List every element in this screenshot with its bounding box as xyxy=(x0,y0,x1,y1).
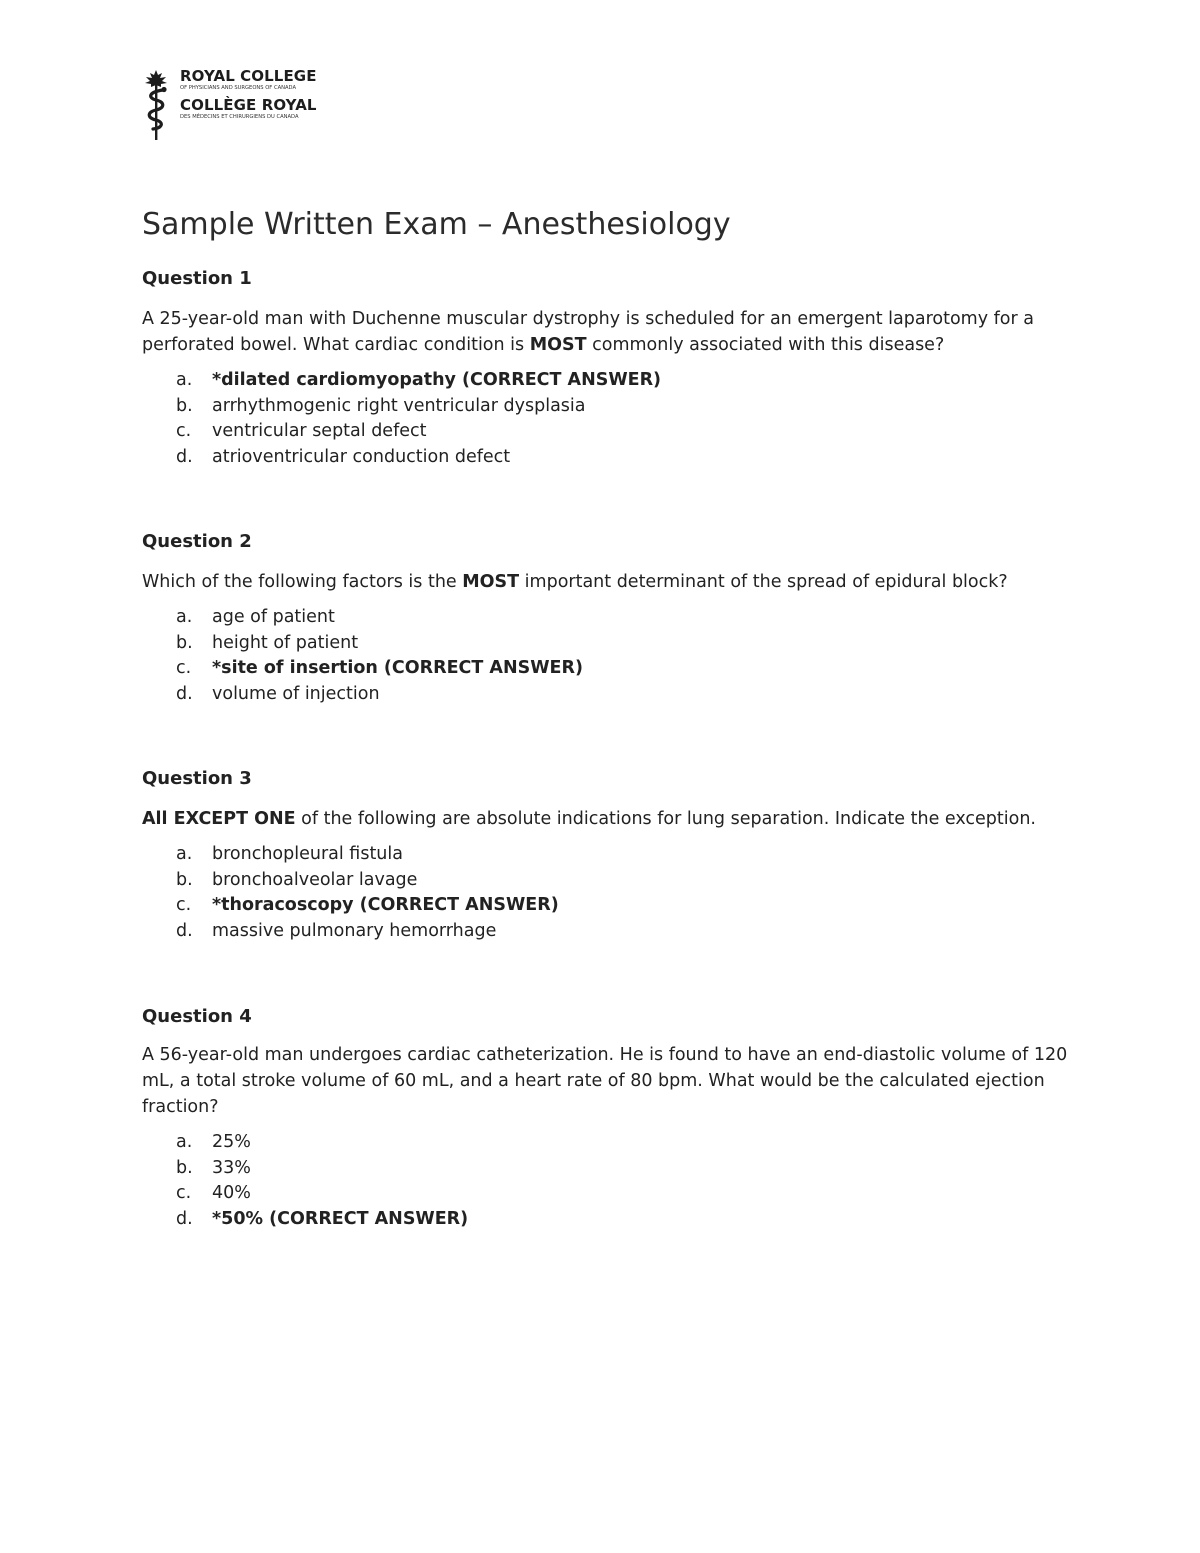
option-a xyxy=(142,1130,1072,1156)
stem-emphasis: MOST xyxy=(462,572,520,592)
option-c xyxy=(142,1181,1072,1207)
question-2 xyxy=(142,531,1072,707)
question-stem xyxy=(142,1042,1072,1120)
option-letter: a. xyxy=(176,370,193,390)
option-d xyxy=(142,682,1072,708)
option-text: *thoracoscopy (CORRECT ANSWER) xyxy=(212,895,559,915)
option-text: 33% xyxy=(212,1157,251,1178)
question-heading: Question 3 xyxy=(142,768,252,789)
option-text: 40% xyxy=(212,1183,251,1203)
option-letter: a. xyxy=(176,1132,193,1152)
logo-subline-english: OF PHYSICIANS AND SURGEONS OF CANADA xyxy=(180,85,296,91)
option-text: height of patient xyxy=(212,632,359,653)
answer-options xyxy=(142,842,1072,944)
option-b xyxy=(142,868,1072,894)
option-b xyxy=(142,394,1072,420)
logo-wordmark xyxy=(180,68,330,126)
option-letter: c. xyxy=(176,895,192,915)
answer-options xyxy=(142,605,1072,707)
option-letter: d. xyxy=(176,1208,193,1229)
stem-text: A 25-year-old man with Duchenne muscular dystrophy is scheduled for an emergent laparotomy for a perforated bowel. What cardiac condition is xyxy=(142,309,1034,355)
question-heading: Question 1 xyxy=(142,268,252,289)
question-1 xyxy=(142,268,1072,470)
option-d xyxy=(142,1207,1072,1233)
stem-text: important determinant of the spread of epidural block? xyxy=(519,572,1008,592)
document-title: Sample Written Exam – Anesthesiology xyxy=(142,207,731,242)
stem-text: of the following are absolute indications for lung separation. Indicate the exception. xyxy=(295,809,1036,829)
question-heading: Question 2 xyxy=(142,531,252,552)
option-letter: d. xyxy=(176,920,193,941)
stem-emphasis: MOST xyxy=(529,335,587,355)
option-letter: c. xyxy=(176,421,192,441)
option-letter: a. xyxy=(176,607,193,627)
option-letter: b. xyxy=(176,869,193,890)
question-stem xyxy=(142,306,1072,358)
stem-text: Which of the following factors is the xyxy=(142,572,463,592)
option-text: massive pulmonary hemorrhage xyxy=(212,920,497,941)
option-c xyxy=(142,893,1072,919)
logo-line-english: ROYAL COLLEGE xyxy=(180,67,317,85)
question-stem xyxy=(142,569,1072,595)
option-c xyxy=(142,419,1072,445)
option-text: *dilated cardiomyopathy (CORRECT ANSWER) xyxy=(212,370,662,390)
option-text: 25% xyxy=(212,1132,251,1152)
stem-text: commonly associated with this disease? xyxy=(586,335,945,355)
option-a xyxy=(142,368,1072,394)
option-text: ventricular septal defect xyxy=(212,421,427,441)
option-c xyxy=(142,656,1072,682)
stem-text: A 56-year-old man undergoes cardiac catheterization. He is found to have an end-diastolic volume of 120 mL, a total stroke volume of 60 mL, and a heart rate of 80 bpm. What would be the calculated ejection fraction? xyxy=(142,1045,1068,1117)
option-text: volume of injection xyxy=(212,683,380,704)
option-letter: d. xyxy=(176,683,193,704)
question-stem xyxy=(142,806,1072,832)
option-text: age of patient xyxy=(212,607,335,627)
option-letter: b. xyxy=(176,632,193,653)
royal-college-logo xyxy=(140,68,330,142)
option-b xyxy=(142,631,1072,657)
option-a xyxy=(142,842,1072,868)
option-d xyxy=(142,445,1072,471)
question-heading: Question 4 xyxy=(142,1006,252,1027)
option-text: *site of insertion (CORRECT ANSWER) xyxy=(212,658,583,678)
option-b xyxy=(142,1156,1072,1182)
option-letter: d. xyxy=(176,446,193,467)
answer-options xyxy=(142,368,1072,470)
option-text: arrhythmogenic right ventricular dysplasia xyxy=(212,395,586,416)
option-text: bronchoalveolar lavage xyxy=(212,869,418,890)
question-3 xyxy=(142,768,1072,944)
option-d xyxy=(142,919,1072,945)
caduceus-maple-leaf-icon xyxy=(140,68,172,142)
option-letter: c. xyxy=(176,1183,192,1203)
option-text: bronchopleural fistula xyxy=(212,844,403,864)
question-4 xyxy=(142,1006,1072,1232)
option-letter: a. xyxy=(176,844,193,864)
stem-emphasis: All EXCEPT ONE xyxy=(142,809,296,829)
logo-line-french: COLLÈGE ROYAL xyxy=(180,96,317,114)
option-letter: b. xyxy=(176,395,193,416)
logo-subline-french: DES MÉDECINS ET CHIRURGIENS DU CANADA xyxy=(180,114,299,120)
option-a xyxy=(142,605,1072,631)
option-text: atrioventricular conduction defect xyxy=(212,446,511,467)
option-letter: b. xyxy=(176,1157,193,1178)
option-letter: c. xyxy=(176,658,192,678)
answer-options xyxy=(142,1130,1072,1232)
option-text: *50% (CORRECT ANSWER) xyxy=(212,1208,469,1229)
